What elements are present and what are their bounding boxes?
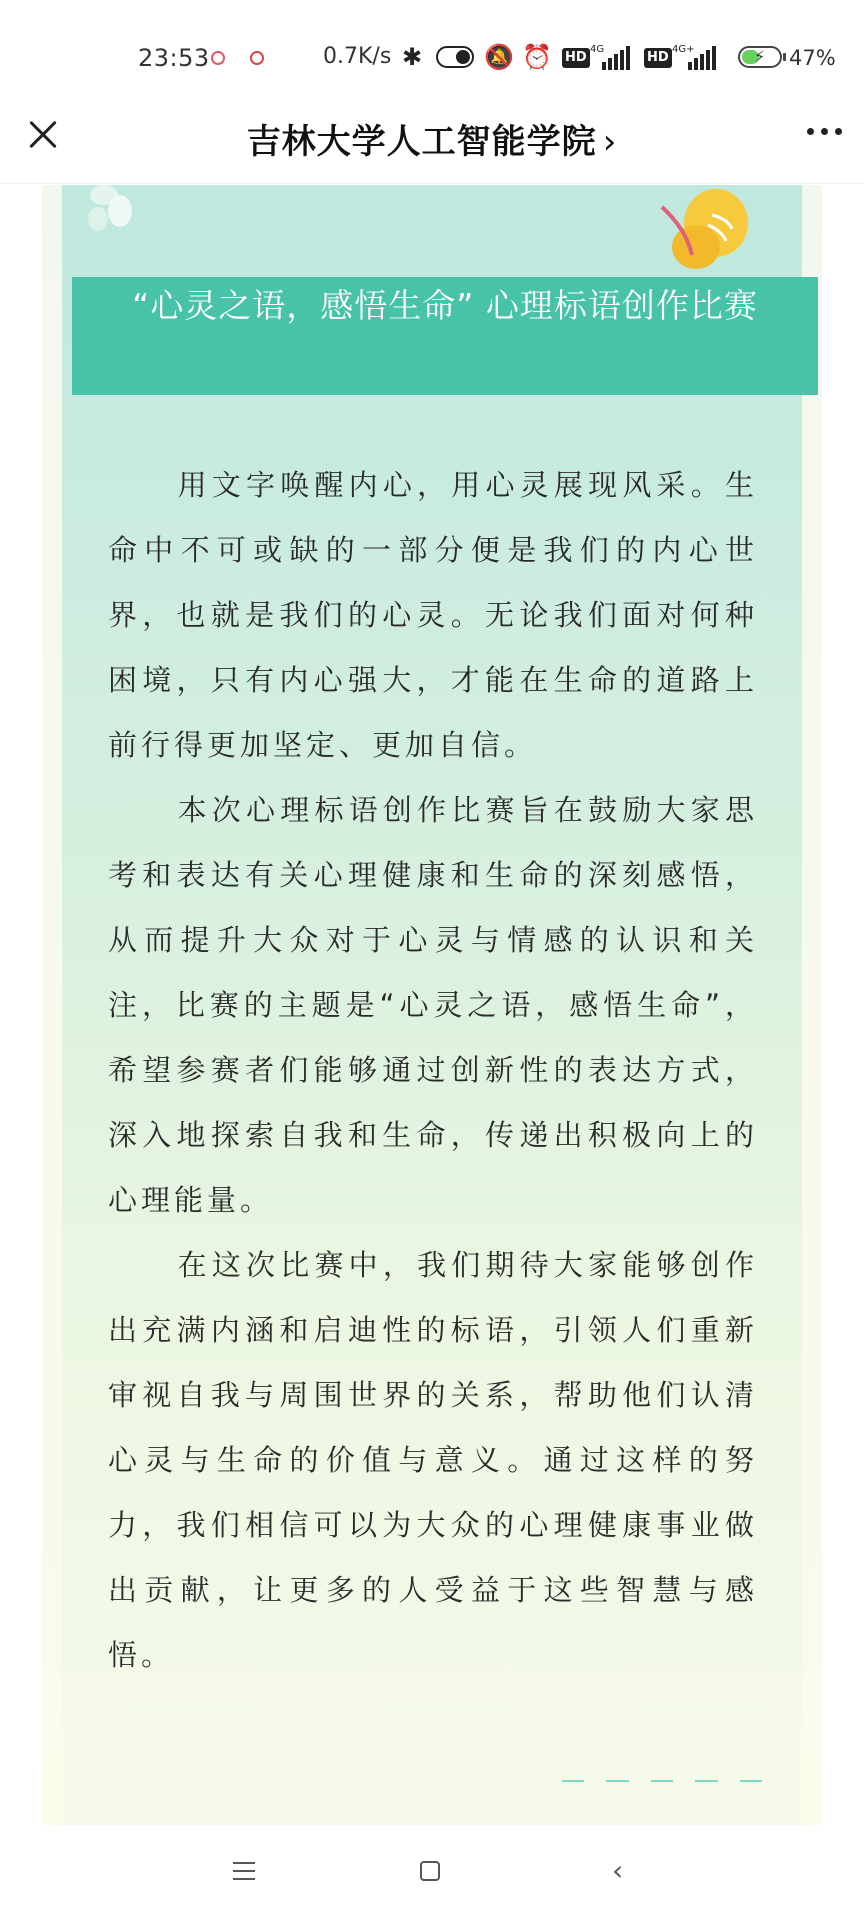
hd-badge: HD — [562, 48, 590, 68]
title-bar — [0, 92, 864, 184]
menu-icon[interactable] — [233, 1862, 255, 1880]
article-paragraph: 用文字唤醒内心，用心灵展现风采。生命中不可或缺的一部分便是我们的内心世界，也就是我们的心灵。无论我们面对何种困境，只有内心强大，才能在生命的道路上前行得更加坚定、更加自信。 — [108, 468, 758, 762]
system-nav-bar — [0, 1826, 864, 1920]
notification-icon — [211, 51, 225, 65]
page-title[interactable] — [0, 114, 864, 163]
signal-icon — [602, 46, 630, 70]
hd-badge: HD — [644, 48, 672, 68]
article-body — [108, 453, 758, 1688]
signal-icon — [688, 46, 716, 70]
dash-divider — [562, 1780, 762, 1786]
article-paragraph: 本次心理标语创作比赛旨在鼓励大家思考和表达有关心理健康和生命的深刻感悟，从而提升大众对于心灵与情感的认识和关注，比赛的主题是“心灵之语，感悟生命”，希望参赛者们能够通过创新性的表达方式，深入地探索自我和生命，传递出积极向上的心理能量。 — [108, 793, 758, 1217]
butterfly-decoration-icon — [642, 185, 752, 273]
network-type: 4G+ — [672, 44, 695, 55]
article-headline: “心灵之语，感悟生命” 心理标语创作比赛 — [72, 277, 818, 395]
article-paragraph: 在这次比赛中，我们期待大家能够创作出充满内涵和启迪性的标语，引领人们重新审视自我与周围世界的关系，帮助他们认清心灵与生命的价值与意义。通过这样的努力，我们相信可以为大众的心理健康事业做出贡献，让更多的人受益于这些智慧与感悟。 — [108, 1248, 758, 1672]
chevron-right-icon[interactable]: › — [602, 122, 618, 162]
article-content — [42, 185, 822, 1825]
flower-decoration-icon — [84, 185, 142, 245]
home-icon[interactable] — [420, 1861, 440, 1881]
network-type: 4G — [590, 44, 605, 55]
status-time: 23:53 — [138, 44, 210, 72]
mute-icon: 🔕 — [484, 43, 514, 71]
network-speed: 0.7K/s — [323, 44, 392, 69]
battery-icon — [738, 46, 782, 68]
alarm-icon: ⏰ — [522, 43, 552, 71]
notification-icon — [250, 51, 264, 65]
toggle-icon — [436, 46, 474, 68]
charging-icon: ⚡ — [754, 47, 766, 66]
bluetooth-icon: ✱ — [402, 43, 423, 71]
battery-percent: 47% — [789, 46, 836, 70]
more-icon[interactable] — [807, 128, 842, 135]
back-icon[interactable]: ‹ — [612, 1854, 624, 1887]
account-name[interactable]: 吉林大学人工智能学院 — [246, 122, 597, 162]
